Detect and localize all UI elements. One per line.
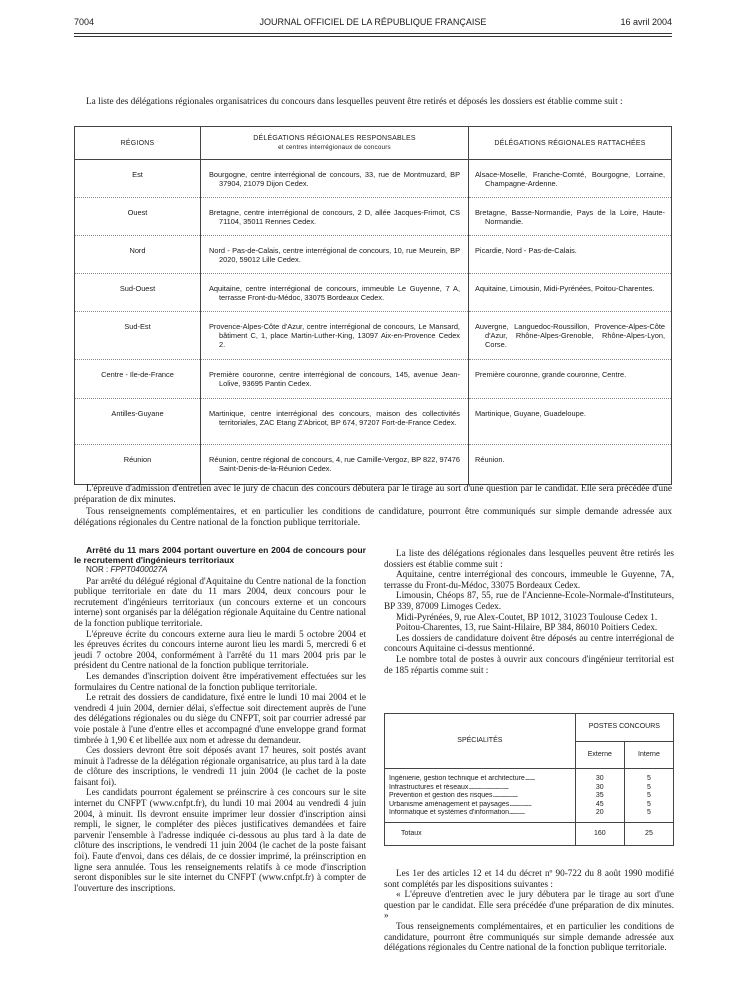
region-cell: Antilles-Guyane — [75, 399, 201, 445]
region-cell: Nord — [75, 236, 201, 274]
col-header-interne: Interne — [624, 742, 673, 769]
table-row — [75, 160, 672, 198]
region-cell: Ouest — [75, 198, 201, 236]
right-paragraph: Midi-Pyrénées, 9, rue Alex-Coutet, BP 1012, 31023 Toulouse Cedex 1. — [396, 611, 658, 622]
rattachees-cell: Auvergne, Languedoc-Roussillon, Provence-Alpes-Côte d'Azur, Rhône-Alpes-Grenoble, Rhône-Alpes-Lyon, Corse. — [469, 312, 672, 360]
table-row — [75, 445, 672, 485]
col-header-externe: Externe — [575, 742, 624, 769]
col-header-responsables-sub: et centres interrégionaux de concours — [278, 144, 391, 151]
left-paragraph: Les candidats pourront également se préinscrire à ces concours sur le site internet du CNFPT (www.cnfpt.fr), du lundi 10 mai 2004 au vendredi 4 juin 2004, à minuit. Ils devront ensuite imprimer leur dossier d'inscription ainsi rempli, le signer, le compléter des pièces justificatives demandées et faire parvenir l'ensemble à l'adresse indiquée ci-dessous au plus tard à la date de clôture des inscriptions, le vendredi 11 juin 2004 (le cachet de la poste faisant foi). Faute d'envoi, dans ces délais, de ce dossier imprimé, la préinscription en ligne sera annulée. Tous les renseignements relatifs à ce mode d'inscription seront disponibles sur le site internet du CNFPT (www.cnfpt.fr) à compter de l'ouverture des inscriptions. — [74, 787, 366, 893]
left-paragraph: L'épreuve écrite du concours externe aura lieu le mardi 5 octobre 2004 et les épreuves écrites du concours interne auront lieu les mardi 5, mercredi 6 et jeudi 7 octobre 2004, conformément à l'arrêté du 11 mars 2004 pris par le président du Centre national de la fonction publique territoriale. — [74, 628, 366, 671]
region-cell: Sud-Est — [75, 312, 201, 360]
table-row — [75, 198, 672, 236]
specialite-label: Prévention et gestion des risques.......................... — [389, 792, 518, 800]
right-column-bottom — [384, 868, 674, 953]
region-cell: Est — [75, 160, 201, 198]
region-cell: Sud-Ouest — [75, 274, 201, 312]
page-number: 7004 — [74, 17, 95, 27]
responsable-cell: Martinique, centre interrégional des concours, maison des collectivités territoriales, ZAC Etang Z'Abricot, BP 674, 97207 Fort-de-France Cedex. — [201, 399, 469, 445]
specialite-label: Ingénierie, gestion technique et architecture.......... — [389, 775, 535, 782]
table-row — [75, 399, 672, 445]
page-header — [74, 17, 672, 31]
table-row — [75, 236, 672, 274]
rattachees-cell: Réunion. — [469, 445, 672, 485]
right-paragraph: Les 1er des articles 12 et 14 du décret nº 90-722 du 8 août 1990 modifié sont complétés par les dispositions suivantes : — [384, 868, 674, 889]
rattachees-cell: Alsace-Moselle, Franche-Comté, Bourgogne, Lorraine, Champagne-Ardenne. — [469, 160, 672, 198]
publication-date: 16 avril 2004 — [620, 17, 672, 27]
table-row — [75, 360, 672, 399]
totals-interne: 25 — [624, 822, 673, 845]
right-paragraph: Les dossiers de candidature doivent être déposés au centre interrégional de concours Aquitaine ci-dessus mentionné. — [384, 632, 674, 654]
rattachees-cell: Bretagne, Basse-Normandie, Pays de la Loire, Haute-Normandie. — [469, 198, 672, 236]
renseignements-paragraph: Tous renseignements complémentaires, et en particulier les conditions de candidature, pourront être communiqués sur simple demande adressée aux délégations régionales du Centre national de la fonction publique territoriale. — [74, 507, 672, 528]
nor-code: FPPT0400027A — [110, 565, 168, 574]
right-paragraph: La liste des délégations régionales dans lesquelles peuvent être retirés les dossiers est établie comme suit : — [384, 548, 674, 569]
header-rule-secondary — [74, 36, 672, 37]
left-column — [74, 545, 366, 893]
left-paragraph: Par arrêté du délégué régional d'Aquitaine du Centre national de la fonction publique territoriale en date du 11 mars 2004, deux concours pour le recrutement d'ingénieurs territoriaux (un concours externe et un concours interne) sont organisés par la délégation régionale Aquitaine du Centre national de la fonction publique territoriale. — [74, 575, 366, 628]
intro-paragraph: La liste des délégations régionales organisatrices du concours dans lesquelles peuvent être retirés et déposés les dossiers est établie comme suit : — [86, 97, 623, 107]
rattachees-cell: Première couronne, grande couronne, Centre. — [469, 360, 672, 399]
region-cell: Centre - Ile-de-France — [75, 360, 201, 399]
responsable-cell: Réunion, centre régional de concours, 4, rue Camille-Vergoz, BP 822, 97476 Saint-Denis-de-la-Réunion Cedex. — [201, 445, 469, 485]
arrete-title: Arrêté du 11 mars 2004 portant ouverture en 2004 de concours pour le recrutement d'ingénieurs territoriaux — [74, 545, 366, 565]
table-row — [75, 274, 672, 312]
totals-label: Totaux — [385, 822, 576, 845]
specialite-label: Infrastructures et réseaux.......................................... — [389, 783, 509, 791]
right-paragraph: Tous renseignements complémentaires, et en particulier les conditions de candidature, pourront être communiqués sur simple demande adressée aux délégations régionales du Centre national de la fonction publique territoriale. — [384, 920, 674, 953]
regions-table — [74, 126, 672, 485]
region-cell: Réunion — [75, 445, 201, 485]
responsable-cell: Bretagne, centre interrégional de concours, 2 D, allée Jacques-Frimot, CS 71104, 35011 Rennes Cedex. — [201, 198, 469, 236]
right-paragraph: Poitou-Charentes, 13, rue Saint-Hilaire, BP 384, 86010 Poitiers Cedex. — [396, 622, 658, 633]
totals-row — [385, 822, 674, 845]
specialite-label: Urbanisme aménagement et paysages....................... — [389, 800, 531, 808]
right-paragraph: Le nombre total de postes à ouvrir aux concours d'ingénieur territorial est de 185 répartis comme suit : — [384, 653, 674, 675]
right-paragraph: Aquitaine, centre interrégional des concours, immeuble le Guyenne, 7A, terrasse du Front-du-Médoc, 33075 Bordeaux Cedex. — [384, 569, 674, 590]
right-paragraph: « L'épreuve d'entretien avec le jury débutera par le tirage au sort d'une question par le candidat. Elle sera précédée d'une préparation de dix minutes. » — [384, 889, 674, 921]
left-paragraph: Ces dossiers devront être soit déposés avant 17 heures, soit postés avant minuit à l'adresse de la délégation régionale organisatrice, au plus tard à la date de clôture des inscriptions, le vendredi 11 juin 2004 (le cachet de la poste faisant foi). — [74, 745, 366, 787]
rattachees-cell: Picardie, Nord - Pas-de-Calais. — [469, 236, 672, 274]
journal-title: JOURNAL OFFICIEL DE LA RÉPUBLIQUE FRANÇAISE — [259, 17, 487, 27]
right-column-top — [384, 548, 674, 675]
responsable-cell: Bourgogne, centre interrégional de concours, 33, rue de Montmuzard, BP 37904, 21079 Dijon Cedex. — [201, 160, 469, 198]
nor-reference — [74, 565, 366, 576]
responsable-cell: Nord - Pas-de-Calais, centre interrégional de concours, 10, rue Meurein, BP 2020, 59012 Lille Cedex. — [201, 236, 469, 274]
responsable-cell: Provence-Alpes-Côte d'Azur, centre interrégional de concours, Le Mansard, bâtiment C, 1, place Martin-Luther-King, 13097 Aix-en-Provence Cedex 2. — [201, 312, 469, 360]
rattachees-cell: Aquitaine, Limousin, Midi-Pyrénées, Poitou-Charentes. — [469, 274, 672, 312]
regions-table-header — [75, 127, 672, 160]
left-paragraph: Les demandes d'inscription doivent être impérativement effectuées sur les formulaires du Centre national de la fonction publique territoriale. — [74, 670, 366, 692]
col-header-regions: RÉGIONS — [75, 127, 201, 160]
col-header-responsables — [201, 127, 469, 160]
left-paragraph: Le retrait des dossiers de candidature, fixé entre le lundi 10 mai 2004 et le vendredi 4 juin 2004, dernier délai, s'effectue soit directement auprès de l'une des délégations régionales ou du siège du CNFPT, soit par courrier adressé par voie postale à l'une d'entre elles et accompagné d'une enveloppe grand format timbrée à 1,90 € et libellée aux nom et adresse du demandeur. — [74, 692, 366, 745]
nor-label: NOR : — [86, 565, 109, 574]
postes-table — [384, 713, 674, 846]
header-rule — [74, 33, 672, 34]
col-header-specialites: SPÉCIALITÉS — [385, 714, 576, 769]
externe-cell: 30 30 35 45 20 — [575, 769, 624, 823]
interne-cell: 5 5 5 5 5 — [624, 769, 673, 823]
specialites-cell — [385, 769, 576, 823]
rattachees-cell: Martinique, Guyane, Guadeloupe. — [469, 399, 672, 445]
responsable-cell: Aquitaine, centre interrégional de concours, immeuble Le Guyenne, 7 A, terrasse Front-du-Médoc, 33075 Bordeaux Cedex. — [201, 274, 469, 312]
postes-body — [385, 769, 674, 823]
right-paragraph: Limousin, Chéops 87, 55, rue de l'Ancienne-Ecole-Normale-d'Instituteurs, BP 339, 87009 Limoges Cedex. — [384, 590, 674, 611]
col-header-rattachees: DÉLÉGATIONS RÉGIONALES RATTACHÉES — [469, 127, 672, 160]
col-header-responsables-main: DÉLÉGATIONS RÉGIONALES RESPONSABLES — [253, 135, 416, 142]
table-row — [75, 312, 672, 360]
specialite-label: Informatique et systèmes d'information................ — [389, 809, 525, 817]
totals-externe: 160 — [575, 822, 624, 845]
responsable-cell: Première couronne, centre interrégional de concours, 145, avenue Jean-Lolive, 93695 Pantin Cedex. — [201, 360, 469, 399]
col-header-postes: POSTES CONCOURS — [575, 714, 673, 742]
epreuve-paragraph: L'épreuve d'admission d'entretien avec le jury de chacun des concours débutera par le tirage au sort d'une question par le candidat. Elle sera précédée d'une préparation de dix minutes. — [74, 484, 672, 505]
